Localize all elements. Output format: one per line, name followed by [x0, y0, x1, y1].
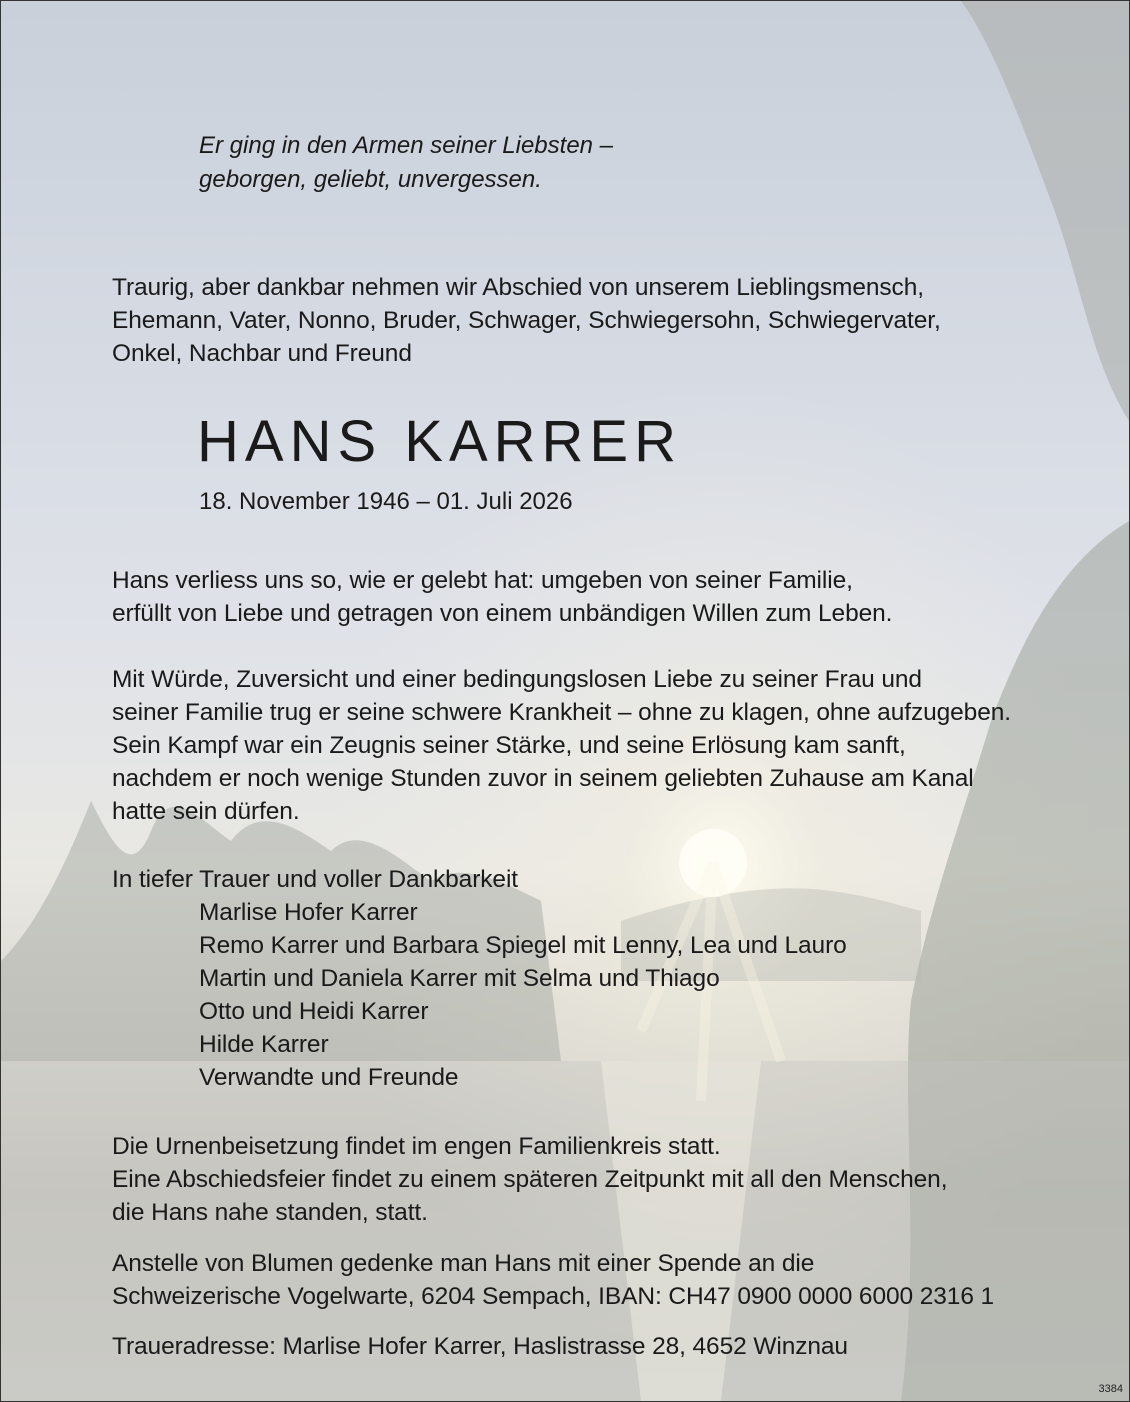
paragraph-line: Sein Kampf war ein Zeugnis seiner Stärke, und seine Erlösung kam sanft,	[112, 732, 906, 759]
donation-line: Schweizerische Vogelwarte, 6204 Sempach, IBAN: CH47 0900 0000 6000 2316 1	[112, 1283, 995, 1310]
obituary-text	[1, 1, 1129, 1401]
paragraph-line: Mit Würde, Zuversicht und einer bedingungslosen Liebe zu seiner Frau und	[112, 666, 922, 693]
ceremony-line: Die Urnenbeisetzung findet im engen Familienkreis statt.	[112, 1133, 721, 1160]
ceremony-info	[112, 1130, 947, 1229]
life-dates: 18. November 1946 – 01. Juli 2026	[199, 488, 573, 515]
mourners	[112, 863, 847, 1094]
ceremony-line: die Hans nahe standen, statt.	[112, 1199, 428, 1226]
mourner-name: Verwandte und Freunde	[199, 1064, 459, 1091]
motto-line: geborgen, geliebt, unvergessen.	[199, 166, 542, 193]
motto	[199, 129, 613, 197]
ad-code: 3384	[1098, 1383, 1123, 1395]
mourner-name: Otto und Heidi Karrer	[199, 998, 429, 1025]
paragraph-line: erfüllt von Liebe und getragen von einem unbändigen Willen zum Leben.	[112, 600, 893, 627]
mourner-name: Martin und Daniela Karrer mit Selma und Thiago	[199, 965, 720, 992]
paragraph-1	[112, 564, 892, 630]
intro-line: Ehemann, Vater, Nonno, Bruder, Schwager, Schwiegersohn, Schwiegervater,	[112, 307, 941, 334]
paragraph-line: hatte sein dürfen.	[112, 798, 300, 825]
intro-paragraph	[112, 271, 941, 370]
mourner-name: Hilde Karrer	[199, 1031, 329, 1058]
mourner-name: Remo Karrer und Barbara Spiegel mit Lenny, Lea und Lauro	[199, 932, 847, 959]
mourner-name: Marlise Hofer Karrer	[199, 899, 418, 926]
paragraph-2	[112, 663, 1011, 828]
paragraph-line: nachdem er noch wenige Stunden zuvor in seinem geliebten Zuhause am Kanal	[112, 765, 974, 792]
intro-line: Onkel, Nachbar und Freund	[112, 340, 412, 367]
mourners-heading: In tiefer Trauer und voller Dankbarkeit	[112, 866, 518, 893]
deceased-name: HANS KARRER	[197, 409, 682, 474]
mourning-address	[112, 1330, 848, 1363]
donation-line: Anstelle von Blumen gedenke man Hans mit einer Spende an die	[112, 1250, 815, 1277]
paragraph-line: seiner Familie trug er seine schwere Krankheit – ohne zu klagen, ohne aufzugeben.	[112, 699, 1011, 726]
ceremony-line: Eine Abschiedsfeier findet zu einem späteren Zeitpunkt mit all den Menschen,	[112, 1166, 948, 1193]
address-line: Traueradresse: Marlise Hofer Karrer, Haslistrasse 28, 4652 Winznau	[112, 1333, 848, 1360]
paragraph-line: Hans verliess uns so, wie er gelebt hat: umgeben von seiner Familie,	[112, 567, 853, 594]
intro-line: Traurig, aber dankbar nehmen wir Abschied von unserem Lieblingsmensch,	[112, 274, 924, 301]
donation-info	[112, 1247, 994, 1313]
motto-line: Er ging in den Armen seiner Liebsten –	[199, 132, 614, 159]
